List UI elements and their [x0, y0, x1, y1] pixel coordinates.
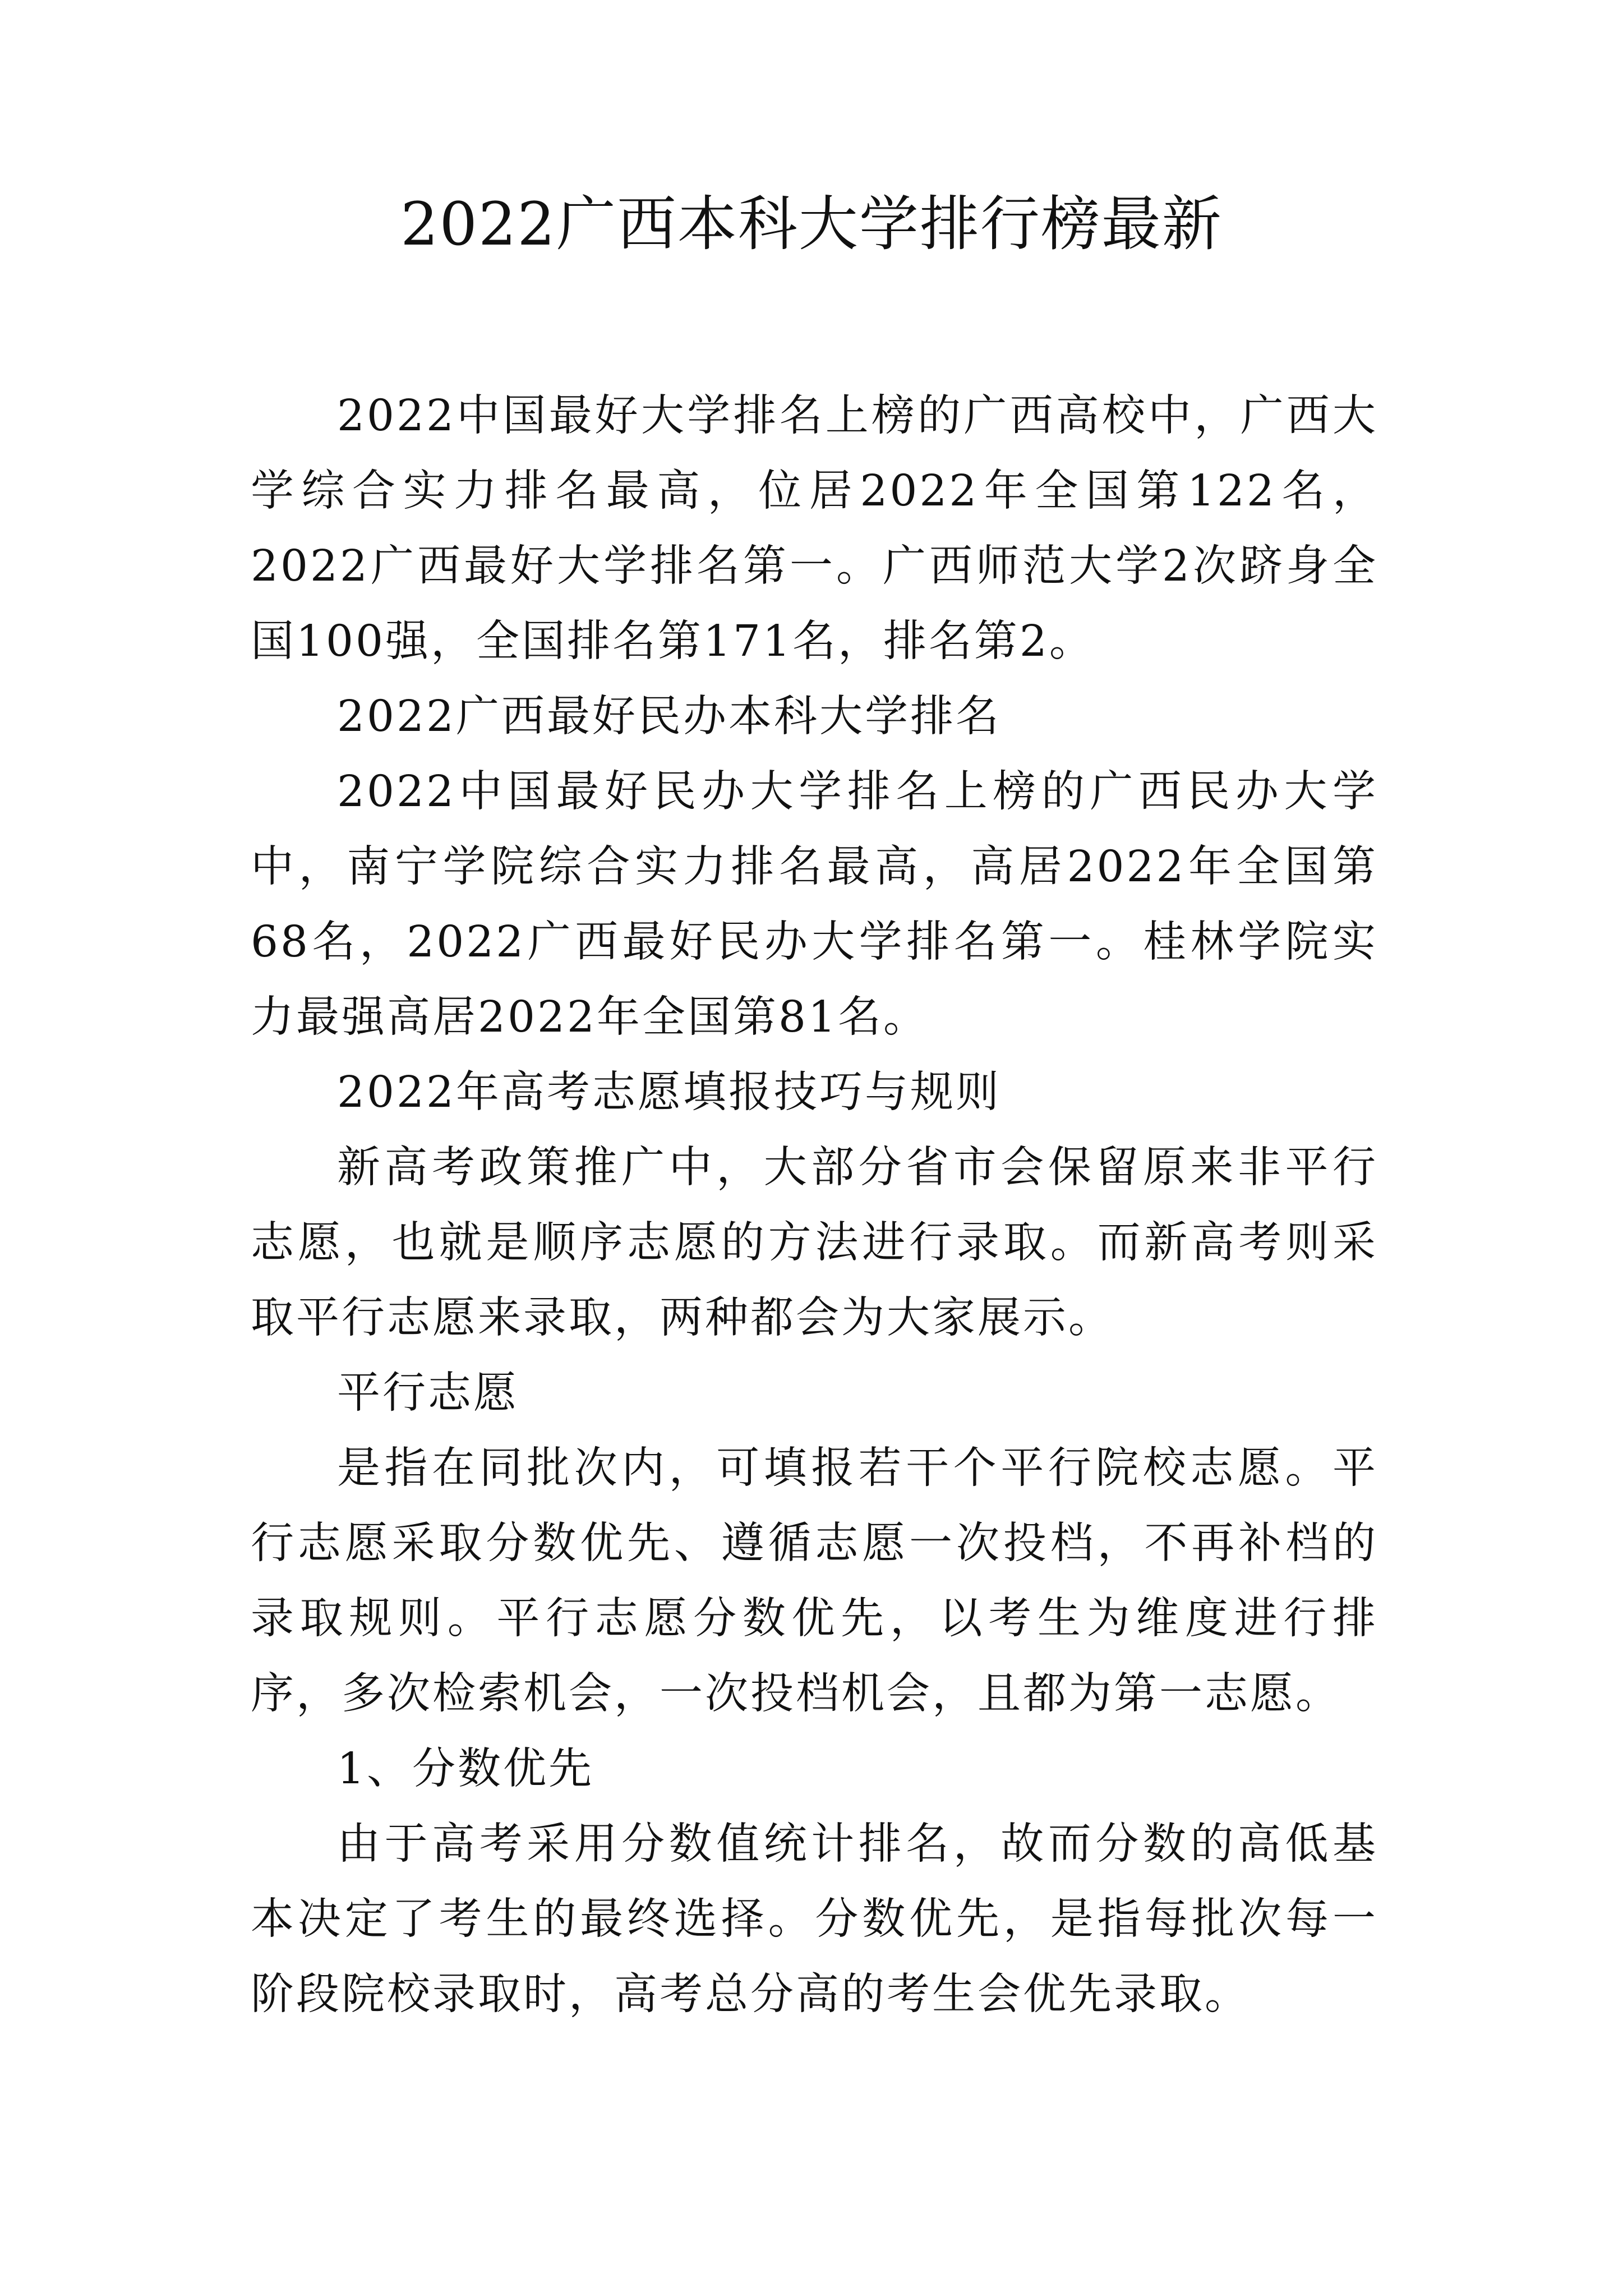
paragraph-intro-ranking: 2022中国最好大学排名上榜的广西高校中，广西大学综合实力排名最高，位居2022年全国第122名，2022广西最好大学排名第一。广西师范大学2次跻身全国100强，全国排名第171名，排名第2。	[251, 391, 1378, 666]
document-body	[251, 379, 1378, 2032]
paragraph-new-policy: 新高考政策推广中，大部分省市会保留原来非平行志愿，也就是顺序志愿的方法进行录取。而新高考则采取平行志愿来录取，两种都会为大家展示。	[251, 1143, 1378, 1343]
paragraph-score-priority: 由于高考采用分数值统计排名，故而分数的高低基本决定了考生的最终选择。分数优先，是指每批次每一阶段院校录取时，高考总分高的考生会优先录取。	[251, 1819, 1378, 2019]
paragraph-score-priority-heading: 1、分数优先	[337, 1744, 594, 1794]
paragraph-parallel-heading: 平行志愿	[337, 1368, 519, 1418]
paragraph-parallel-definition: 是指在同批次内，可填报若干个平行院校志愿。平行志愿采取分数优先、遵循志愿一次投档，不再补档的录取规则。平行志愿分数优先，以考生为维度进行排序，多次检索机会，一次投档机会，且都为第一志愿。	[251, 1443, 1378, 1719]
document-title: 2022广西本科大学排行榜最新	[400, 190, 1223, 259]
paragraph-private-ranking: 2022中国最好民办大学排名上榜的广西民办大学中，南宁学院综合实力排名最高，高居2022年全国第68名，2022广西最好民办大学排名第一。桂林学院实力最强高居2022年全国第81名。	[251, 767, 1378, 1042]
paragraph-tips-heading: 2022年高考志愿填报技巧与规则	[337, 1068, 1001, 1117]
paragraph-private-heading: 2022广西最好民办本科大学排名	[337, 692, 1001, 742]
